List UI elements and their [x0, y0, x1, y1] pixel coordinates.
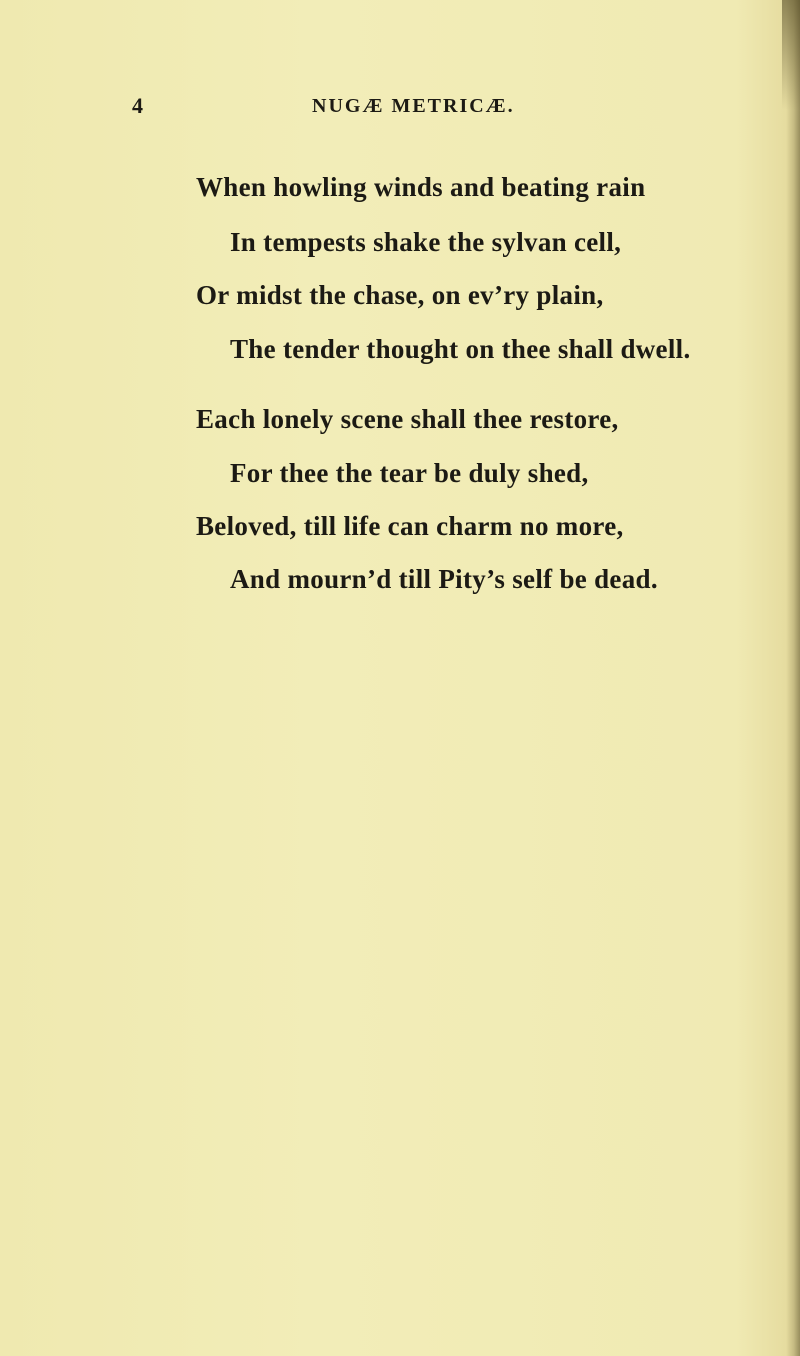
page-number: 4: [132, 93, 144, 118]
poem-line: Beloved, till life can charm no more,: [196, 511, 624, 541]
poem-line: The tender thought on thee shall dwell.: [230, 334, 691, 364]
poem-line: When howling winds and beating rain: [196, 172, 646, 202]
poem-line: Each lonely scene shall thee restore,: [196, 404, 619, 434]
page-header: [0, 93, 800, 123]
poem-line: For thee the tear be duly shed,: [230, 458, 589, 488]
poem-line: In tempests shake the sylvan cell,: [230, 227, 622, 257]
poem-line: Or midst the chase, on ev’ry plain,: [196, 280, 604, 310]
page-edge-shadow: [786, 0, 800, 1356]
poem-line: And mourn’d till Pity’s self be dead.: [230, 564, 658, 594]
running-title: NUGÆ METRICÆ.: [312, 95, 515, 117]
